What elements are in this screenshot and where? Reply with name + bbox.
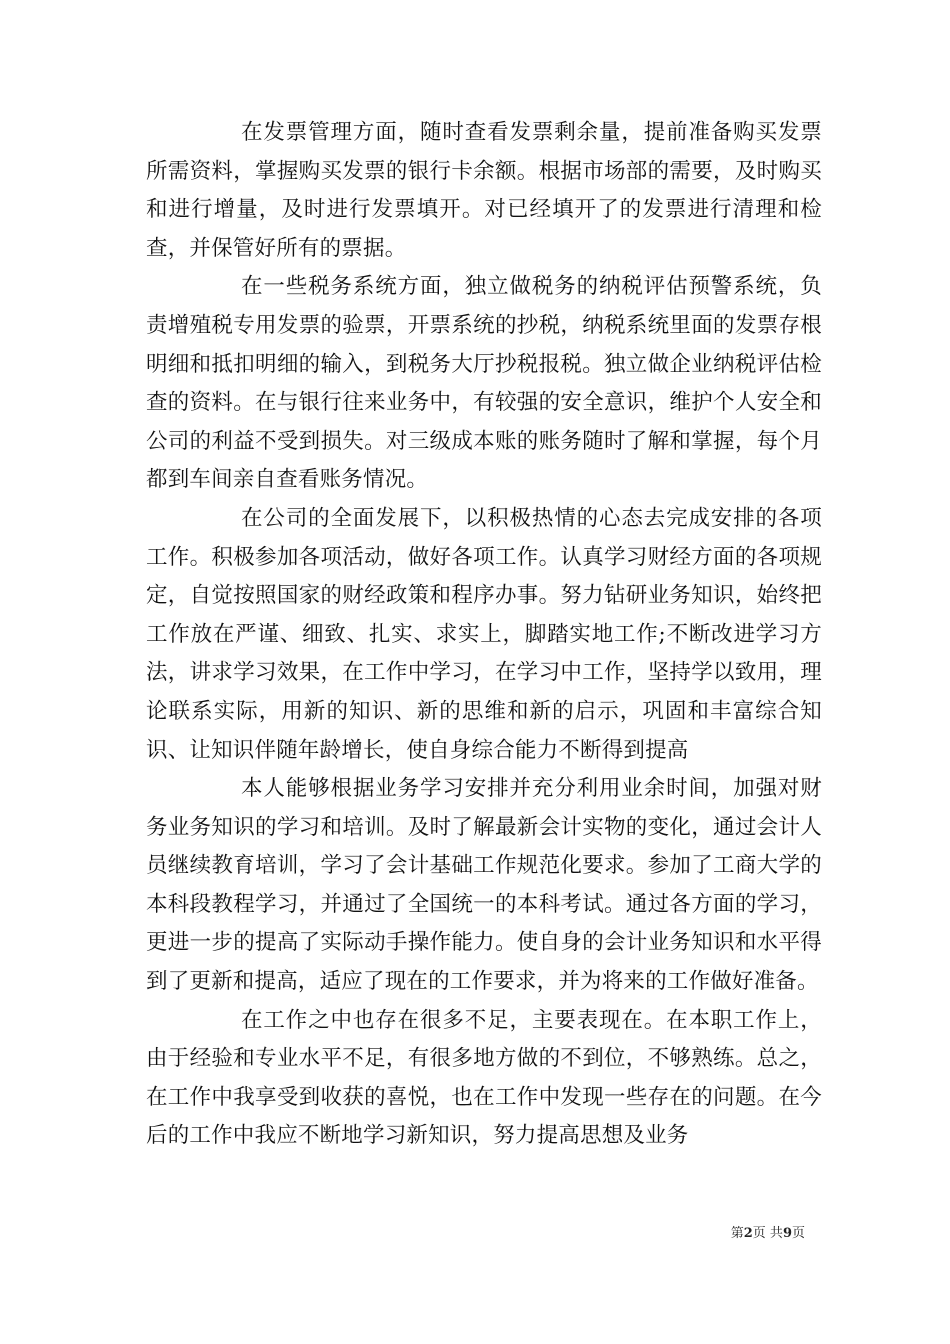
paragraph-tax-system: 在一些税务系统方面，独立做税务的纳税评估预警系统，负责增殖税专用发票的验票，开票系统的抄税，纳税系统里面的发票存根明细和抵扣明细的输入，到税务大厅抄税报税。独立做企业纳税评估检查的资料。在与银行往来业务中，有较强的安全意识，维护个人安全和公司的利益不受到损失。对三级成本账的账务随时了解和掌握，每个月都到车间亲自查看账务情况。 — [146, 274, 822, 493]
footer-prefix: 第 — [730, 1226, 744, 1241]
footer-middle: 页 共 — [752, 1226, 783, 1241]
paragraph-invoice-management: 在发票管理方面，随时查看发票剩余量，提前准备购买发票所需资料，掌握购买发票的银行卡余额。根据市场部的需要，及时购买和进行增量，及时进行发票填开。对已经填开了的发票进行清理和检查，并保管好所有的票据。 — [146, 120, 822, 261]
paragraph-company-development: 在公司的全面发展下，以积极热情的心态去完成安排的各项工作。积极参加各项活动，做好各项工作。认真学习财经方面的各项规定，自觉按照国家的财经政策和程序办事。努力钻研业务知识，始终把工作放在严谨、细致、扎实、求实上，脚踏实地工作;不断改进学习方法，讲求学习效果，在工作中学习，在学习中工作，坚持学以致用，理论联系实际，用新的知识、新的思维和新的启示，巩固和丰富综合知识、让知识伴随年龄增长，使自身综合能力不断得到提高 — [146, 505, 822, 763]
footer-total-pages: 9 — [782, 1226, 792, 1241]
document-body — [146, 114, 822, 1156]
page-number-footer — [731, 1226, 805, 1242]
paragraph-study-training: 本人能够根据业务学习安排并充分利用业余时间，加强对财务业务知识的学习和培训。及时了解最新会计实物的变化，通过会计人员继续教育培训，学习了会计基础工作规范化要求。参加了工商大学的本科段教程学习，并通过了全国统一的本科考试。通过各方面的学习，更进一步的提高了实际动手操作能力。使自身的会计业务知识和水平得到了更新和提高，适应了现在的工作要求，并为将来的工作做好准备。 — [146, 776, 822, 995]
footer-current-page: 2 — [743, 1226, 753, 1241]
footer-suffix: 页 — [791, 1226, 805, 1241]
paragraph-shortcomings: 在工作之中也存在很多不足，主要表现在。在本职工作上，由于经验和专业水平不足，有很多地方做的不到位，不够熟练。总之，在工作中我享受到收获的喜悦，也在工作中发现一些存在的问题。在今后的工作中我应不断地学习新知识，努力提高思想及业务 — [146, 1007, 822, 1149]
